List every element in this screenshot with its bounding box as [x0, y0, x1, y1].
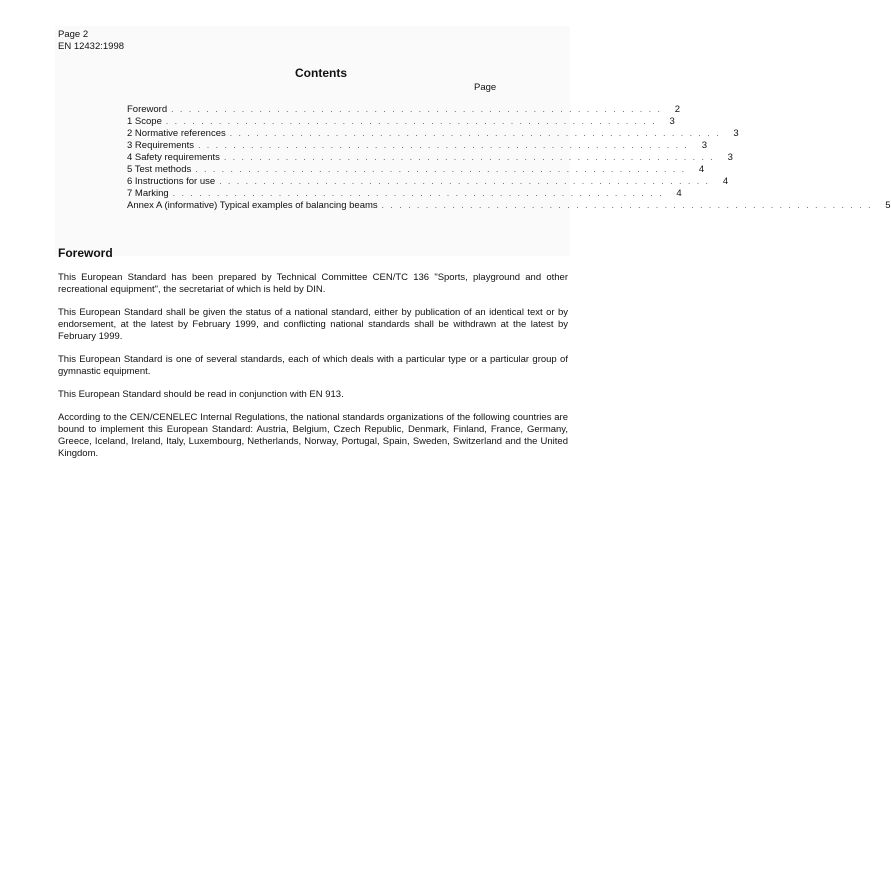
toc-entry-page: 3 [669, 116, 675, 127]
toc-entry-instructions-for-use[interactable] [127, 176, 729, 188]
foreword-heading: Foreword [58, 246, 113, 260]
toc-entry-test-methods[interactable] [127, 164, 705, 176]
toc-dot-leader: . . . . . . . . . . . . . . . . . . . . . . . . . . . . . . . . . . . . . . . . . . . . . . . . . . . . . . . . [381, 201, 873, 210]
toc-entry-label: 4 Safety requirements [127, 152, 220, 163]
toc-entry-page: 4 [722, 176, 729, 187]
foreword-paragraph-5: According to the CEN/CENELEC Internal Regulations, the national standards organizations of the following countries are bound to implement this European Standard: Austria, Belgium, Czech Republic, Denmark, Finland, France, Germany, Greece, Iceland, Ireland, Italy, Luxembourg, Netherlands, Norway, Portugal, Spain, Sweden, Switzerland and the United Kingdom. [58, 412, 568, 459]
contents-title: Contents [295, 66, 347, 80]
toc-entry-page: 3 [733, 128, 739, 139]
page-number: Page 2 [58, 29, 89, 40]
toc-dot-leader: . . . . . . . . . . . . . . . . . . . . . . . . . . . . . . . . . . . . . . . . . . . . . . . . . . . . . . . . [172, 189, 664, 198]
foreword-paragraph-1: This European Standard has been prepared by Technical Committee CEN/TC 136 "Sports, playground and other recreational equipment", the secretariat of which is held by DIN. [58, 272, 568, 295]
toc-dot-leader: . . . . . . . . . . . . . . . . . . . . . . . . . . . . . . . . . . . . . . . . . . . . . . . . . . . . . . . . [195, 165, 687, 174]
toc-entry-label: Foreword [127, 104, 168, 115]
toc-entry-label: 6 Instructions for use [127, 176, 216, 187]
toc-entry-label: 7 Marking [127, 188, 169, 199]
toc-entry-label: 5 Test methods [127, 164, 192, 175]
page-column-label: Page [474, 82, 497, 93]
toc-dot-leader: . . . . . . . . . . . . . . . . . . . . . . . . . . . . . . . . . . . . . . . . . . . . . . . . . . . . . . . . [171, 105, 663, 114]
toc-entry-page: 3 [727, 152, 733, 163]
toc-dot-leader: . . . . . . . . . . . . . . . . . . . . . . . . . . . . . . . . . . . . . . . . . . . . . . . . . . . . . . . . [219, 177, 711, 186]
toc-dot-leader: . . . . . . . . . . . . . . . . . . . . . . . . . . . . . . . . . . . . . . . . . . . . . . . . . . . . . . . . [223, 153, 715, 162]
foreword-body [58, 272, 568, 471]
toc-entry-scope[interactable] [127, 116, 675, 128]
toc-entry-foreword[interactable] [127, 104, 681, 116]
toc-dot-leader: . . . . . . . . . . . . . . . . . . . . . . . . . . . . . . . . . . . . . . . . . . . . . . . . . . . . . . . . [229, 129, 721, 138]
page-header [58, 29, 124, 53]
toc-entry-page: 3 [701, 140, 707, 151]
toc-entry-safety-requirements[interactable] [127, 152, 733, 164]
toc-entry-page: 5 [885, 200, 891, 211]
standard-reference: EN 12432:1998 [58, 41, 125, 52]
foreword-paragraph-2: This European Standard shall be given the status of a national standard, either by publication of an identical text or by endorsement, at the latest by February 1999, and conflicting national standards shall be withdrawn at the latest by February 1999. [58, 307, 568, 342]
toc-entry-label: 1 Scope [127, 116, 162, 127]
toc-entry-annex-a[interactable] [127, 200, 891, 212]
toc-entry-requirements[interactable] [127, 140, 707, 152]
foreword-paragraph-3: This European Standard is one of several standards, each of which deals with a particular type or a particular group of gymnastic equipment. [58, 354, 568, 377]
toc-dot-leader: . . . . . . . . . . . . . . . . . . . . . . . . . . . . . . . . . . . . . . . . . . . . . . . . . . . . . . . . [165, 117, 657, 126]
toc-entry-label: 2 Normative references [127, 128, 226, 139]
toc-entry-marking[interactable] [127, 188, 682, 200]
toc-entry-page: 2 [674, 104, 681, 115]
toc-dot-leader: . . . . . . . . . . . . . . . . . . . . . . . . . . . . . . . . . . . . . . . . . . . . . . . . . . . . . . . . [198, 141, 689, 150]
toc-entry-label: 3 Requirements [127, 140, 195, 151]
foreword-paragraph-4: This European Standard should be read in conjunction with EN 913. [58, 389, 344, 400]
toc-entry-page: 4 [676, 188, 682, 199]
toc-entry-normative-references[interactable] [127, 128, 739, 140]
toc-entry-page: 4 [698, 164, 705, 175]
table-of-contents [127, 104, 891, 212]
toc-entry-label: Annex A (informative) Typical examples of balancing beams [127, 200, 378, 211]
